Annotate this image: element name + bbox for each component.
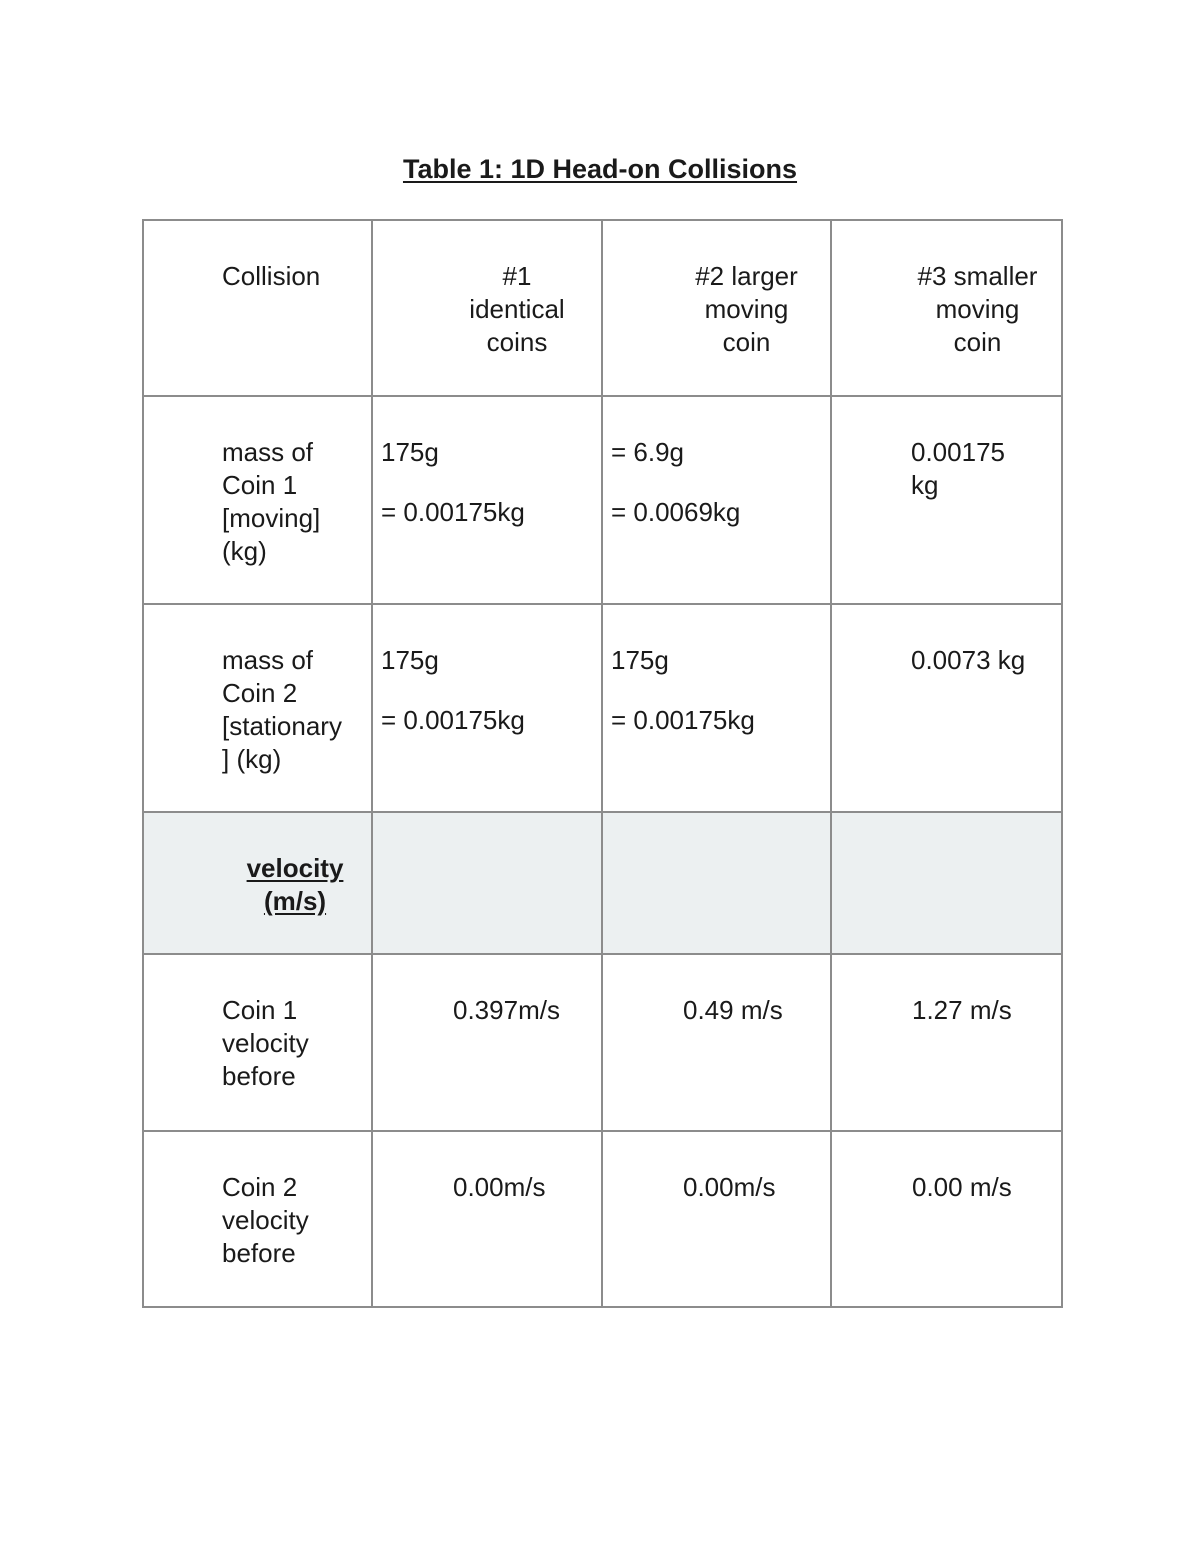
cell-value: = 6.9g: [611, 437, 685, 467]
row-label-cell: [143, 604, 372, 812]
table-cell: [372, 954, 602, 1131]
row-label-line: mass of: [222, 645, 314, 675]
cell-value: 0.00175: [911, 437, 1005, 467]
cell-value: 1.27 m/s: [912, 995, 1012, 1025]
collisions-table: [142, 219, 1063, 1308]
table-cell: [831, 812, 1062, 954]
table-cell: [831, 1131, 1062, 1307]
table-cell: [602, 812, 831, 954]
header-cell-1: [372, 220, 602, 396]
table-cell: [602, 396, 831, 604]
header-cell-3: [831, 220, 1062, 396]
table-header-row: [143, 220, 1062, 396]
cell-value: = 0.00175kg: [611, 705, 755, 735]
row-label-line: ] (kg): [222, 744, 282, 774]
row-label-cell: [143, 1131, 372, 1307]
row-label-line: Coin 1: [222, 470, 298, 500]
section-label-line: (m/s): [263, 886, 327, 916]
row-label-cell: [143, 954, 372, 1131]
header-cell-2: [602, 220, 831, 396]
cell-value: 0.49 m/s: [683, 995, 783, 1025]
header-3-line: #3 smaller: [917, 261, 1038, 291]
cell-value: 175g: [381, 437, 439, 467]
cell-value: 0.397m/s: [453, 995, 560, 1025]
table-cell: [602, 604, 831, 812]
header-2-line: #2 larger: [695, 261, 798, 291]
row-label-line: velocity: [222, 1205, 309, 1235]
row-label-line: before: [222, 1238, 296, 1268]
cell-value: 175g: [611, 645, 669, 675]
header-1-line: identical: [469, 294, 565, 324]
header-cell-collision: [143, 220, 372, 396]
section-label-cell: [143, 812, 372, 954]
table-cell: [372, 396, 602, 604]
table-cell: [831, 954, 1062, 1131]
cell-value: 0.00m/s: [683, 1172, 776, 1202]
row-label-line: [stationary: [222, 711, 342, 741]
row-label-line: mass of: [222, 437, 314, 467]
cell-value: = 0.0069kg: [611, 497, 741, 527]
table-cell: [372, 812, 602, 954]
table-row-mass-coin-1: [143, 396, 1062, 604]
table-cell: [831, 604, 1062, 812]
header-label: Collision: [222, 261, 321, 291]
table-cell: [372, 604, 602, 812]
cell-value: kg: [911, 470, 939, 500]
table-cell: [372, 1131, 602, 1307]
row-label-line: (kg): [222, 536, 267, 566]
cell-value: 0.00m/s: [453, 1172, 546, 1202]
row-label-line: [moving]: [222, 503, 321, 533]
table-row-coin-2-velocity: [143, 1131, 1062, 1307]
cell-value: 175g: [381, 645, 439, 675]
row-label-line: Coin 1: [222, 995, 298, 1025]
row-label-line: before: [222, 1061, 296, 1091]
table-row-coin-1-velocity: [143, 954, 1062, 1131]
cell-value: = 0.00175kg: [381, 497, 525, 527]
cell-value: 0.00 m/s: [912, 1172, 1012, 1202]
row-label-line: Coin 2: [222, 1172, 298, 1202]
section-label-line: velocity: [246, 853, 344, 883]
header-1-line: coins: [486, 327, 548, 357]
table-row-velocity-section: [143, 812, 1062, 954]
table-title: Table 1: 1D Head-on Collisions: [402, 154, 798, 184]
cell-value: 0.0073 kg: [911, 645, 1026, 675]
header-1-line: #1: [502, 261, 532, 291]
header-2-line: moving: [704, 294, 789, 324]
table-cell: [831, 396, 1062, 604]
table-cell: [602, 1131, 831, 1307]
table-cell: [602, 954, 831, 1131]
header-3-line: coin: [953, 327, 1002, 357]
row-label-cell: [143, 396, 372, 604]
table-row-mass-coin-2: [143, 604, 1062, 812]
row-label-line: velocity: [222, 1028, 309, 1058]
header-2-line: coin: [722, 327, 771, 357]
header-3-line: moving: [935, 294, 1020, 324]
cell-value: = 0.00175kg: [381, 705, 525, 735]
row-label-line: Coin 2: [222, 678, 298, 708]
